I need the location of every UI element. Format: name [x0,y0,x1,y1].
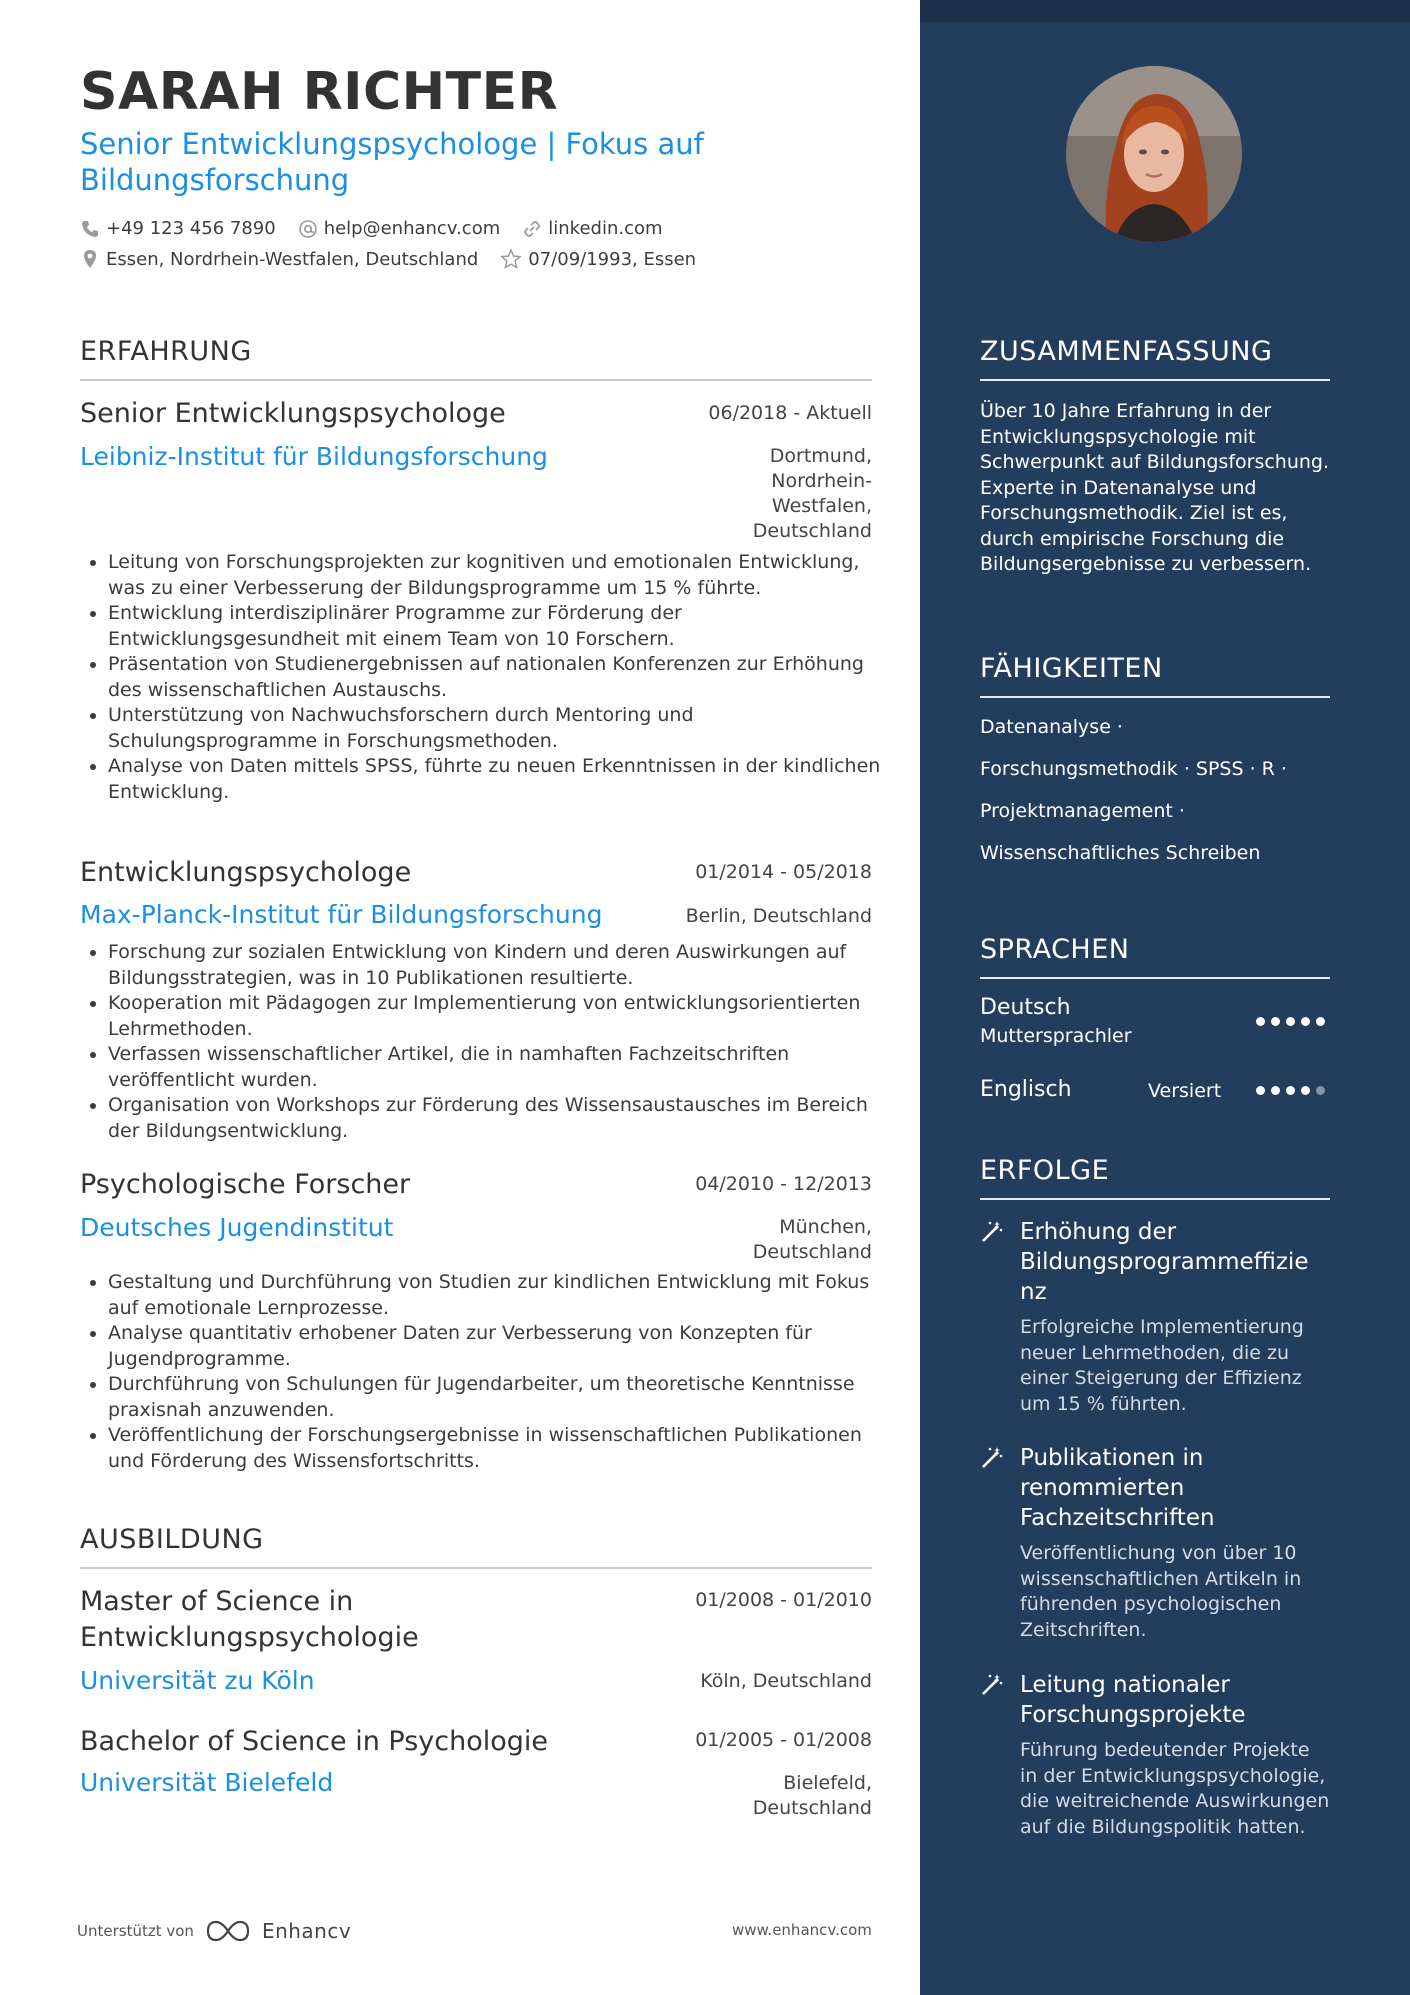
job-location: Dortmund, Nordrhein-Westfalen, Deutschland [752,445,872,542]
location-pin-icon [80,249,100,269]
achievements-heading: ERFOLGE [980,1155,1330,1200]
rating-dot [1271,1086,1280,1095]
contact-row-2 [80,248,718,270]
bullet: • Durchführung von Schulungen für Jugendarbeiter, um theoretische Kenntnisse praxisnah anzuwenden. [108,1372,888,1423]
rating-dot [1271,1017,1280,1026]
edu-date: 01/2008 - 01/2010 [695,1589,872,1611]
achievement-desc: Erfolgreiche Implementierung neuer Lehrmethoden, die zu einer Steigerung der Effizienz um 15 % führten. [1020,1316,1304,1415]
bullet: • Präsentation von Studienergebnissen auf nationalen Konferenzen zur Erhöhung des wissenschaftlichen Austauschs. [108,652,888,703]
phone-text: +49 123 456 7890 [106,218,276,239]
edu-degree: Master of Science in Entwicklungspsychologie [80,1586,419,1653]
language-rating [1256,1086,1331,1095]
magic-wand-icon [980,1220,1004,1244]
languages-heading: SPRACHEN [980,934,1330,979]
sidebar-top-band [920,0,1410,22]
experience-heading: ERFAHRUNG [80,336,872,381]
candidate-title: Senior Entwicklungspsychologe | Fokus auf Bildungsforschung [80,127,704,197]
contact-phone[interactable] [80,218,276,239]
rating-dot [1286,1017,1295,1026]
language-name: Deutsch [980,995,1071,1020]
language-level: Muttersprachler [980,1025,1132,1047]
profile-photo [1066,66,1242,242]
bullet: • Verfassen wissenschaftlicher Artikel, die in namhaften Fachzeitschriften veröffentlicht wurden. [108,1042,888,1093]
email-text: help@enhancv.com [323,218,501,239]
edu-school[interactable]: Universität zu Köln [80,1666,315,1695]
location-text: Essen, Nordrhein-Westfalen, Deutschland [106,248,479,270]
rating-dot [1286,1086,1295,1095]
brand-name[interactable]: Enhancv [261,1919,352,1943]
job-company[interactable]: Leibniz-Institut für Bildungsforschung [80,442,548,471]
enhancv-logo-icon [204,1918,252,1944]
job-title: Psychologische Forscher [80,1169,411,1200]
edu-school[interactable]: Universität Bielefeld [80,1768,334,1797]
education-heading: AUSBILDUNG [80,1524,872,1569]
edu-date: 01/2005 - 01/2008 [695,1729,872,1751]
job-company[interactable]: Max-Planck-Institut für Bildungsforschung [80,900,603,929]
edu-location: Bielefeld, Deutschland [752,1772,872,1819]
rating-dot [1256,1086,1265,1095]
candidate-name: SARAH RICHTER [80,62,559,122]
language-level: Versiert [1148,1080,1222,1102]
edu-location: Köln, Deutschland [700,1670,872,1692]
job-location: Berlin, Deutschland [685,905,872,927]
contact-email[interactable] [298,218,501,239]
bullet: • Veröffentlichung der Forschungsergebnisse in wissenschaftlichen Publikationen und Förderung des Wissensfortschritts. [108,1423,888,1474]
job-date: 04/2010 - 12/2013 [695,1173,872,1195]
bullet: • Forschung zur sozialen Entwicklung von Kindern und deren Auswirkungen auf Bildungsstrategien, was in 10 Publikationen resultierte. [108,940,888,991]
link-icon [522,219,542,239]
bullet: • Analyse quantitativ erhobener Daten zur Verbesserung von Konzepten für Jugendprogramme. [108,1321,888,1372]
powered-label: Unterstützt von [77,1922,194,1940]
magic-wand-icon [980,1673,1004,1697]
rating-dot [1301,1017,1310,1026]
star-icon [500,248,522,270]
contact-birth [500,248,696,270]
avatar [1066,66,1242,242]
magic-wand-icon [980,1446,1004,1470]
footer-url[interactable]: www.enhancv.com [732,1921,872,1939]
skill-line: Forschungsmethodik · SPSS · R · [980,758,1287,780]
summary-text: Über 10 Jahre Erfahrung in der Entwicklungspsychologie mit Schwerpunkt auf Bildungsforschung. Experte in Datenanalyse und Forschungsmethodik. Ziel ist es, durch empirische Forschung die Bildungsergebnisse zu verbessern. [980,400,1330,575]
edu-degree: Bachelor of Science in Psychologie [80,1726,548,1757]
achievement-title: Erhöhung der Bildungsprogrammeffizie nz [1020,1219,1309,1305]
rating-dot [1316,1086,1325,1095]
at-icon [298,219,318,239]
skill-line: Projektmanagement · [980,800,1185,822]
bullet: • Gestaltung und Durchführung von Studien zur kindlichen Entwicklung mit Fokus auf emotionale Lernprozesse. [108,1270,888,1321]
job-bullets [80,1270,888,1474]
job-title: Entwicklungspsychologe [80,857,412,888]
language-name: Englisch [980,1077,1072,1102]
job-bullets [80,550,888,805]
achievement-title: Publikationen in renommierten Fachzeitschriften [1020,1445,1215,1531]
rating-dot [1316,1017,1325,1026]
contact-location [80,249,478,270]
achievement-title: Leitung nationaler Forschungsprojekte [1020,1672,1246,1728]
contact-linkedin[interactable] [522,218,662,239]
job-title: Senior Entwicklungspsychologe [80,398,506,429]
footer-powered [77,1918,351,1944]
linkedin-text: linkedin.com [548,218,663,239]
bullet: • Analyse von Daten mittels SPSS, führte zu neuen Erkenntnissen in der kindlichen Entwicklung. [108,754,888,805]
achievement-desc: Führung bedeutender Projekte in der Entwicklungspsychologie, die weitreichende Auswirkungen auf die Bildungspolitik hatten. [1020,1739,1330,1838]
rating-dot [1256,1017,1265,1026]
job-company[interactable]: Deutsches Jugendinstitut [80,1213,394,1242]
achievement-desc: Veröffentlichung von über 10 wissenschaftlichen Artikeln in führenden psychologischen Zeitschriften. [1020,1542,1302,1641]
skills-heading: FÄHIGKEITEN [980,653,1330,698]
summary-heading: ZUSAMMENFASSUNG [980,336,1330,381]
job-location: München, Deutschland [752,1216,872,1263]
bullet: • Unterstützung von Nachwuchsforschern durch Mentoring und Schulungsprogramme in Forschungsmethoden. [108,703,888,754]
birth-text: 07/09/1993, Essen [528,248,697,270]
bullet: • Organisation von Workshops zur Förderung des Wissensaustausches im Bereich der Bildungsentwicklung. [108,1093,888,1144]
job-date: 01/2014 - 05/2018 [695,861,872,883]
rating-dot [1301,1086,1310,1095]
skill-line: Wissenschaftliches Schreiben [980,842,1261,864]
bullet: • Leitung von Forschungsprojekten zur kognitiven und emotionalen Entwicklung, was zu einer Verbesserung der Bildungsprogramme um 15 % führte. [108,550,888,601]
skill-line: Datenanalyse · [980,716,1123,738]
contact-row-1 [80,218,685,239]
bullet: • Entwicklung interdisziplinärer Programme zur Förderung der Entwicklungsgesundheit mit einem Team von 10 Forschern. [108,601,888,652]
job-date: 06/2018 - Aktuell [708,402,872,424]
bullet: • Kooperation mit Pädagogen zur Implementierung von entwicklungsorientierten Lehrmethoden. [108,991,888,1042]
job-bullets [80,940,888,1144]
phone-icon [80,219,100,239]
language-rating [1256,1017,1331,1026]
